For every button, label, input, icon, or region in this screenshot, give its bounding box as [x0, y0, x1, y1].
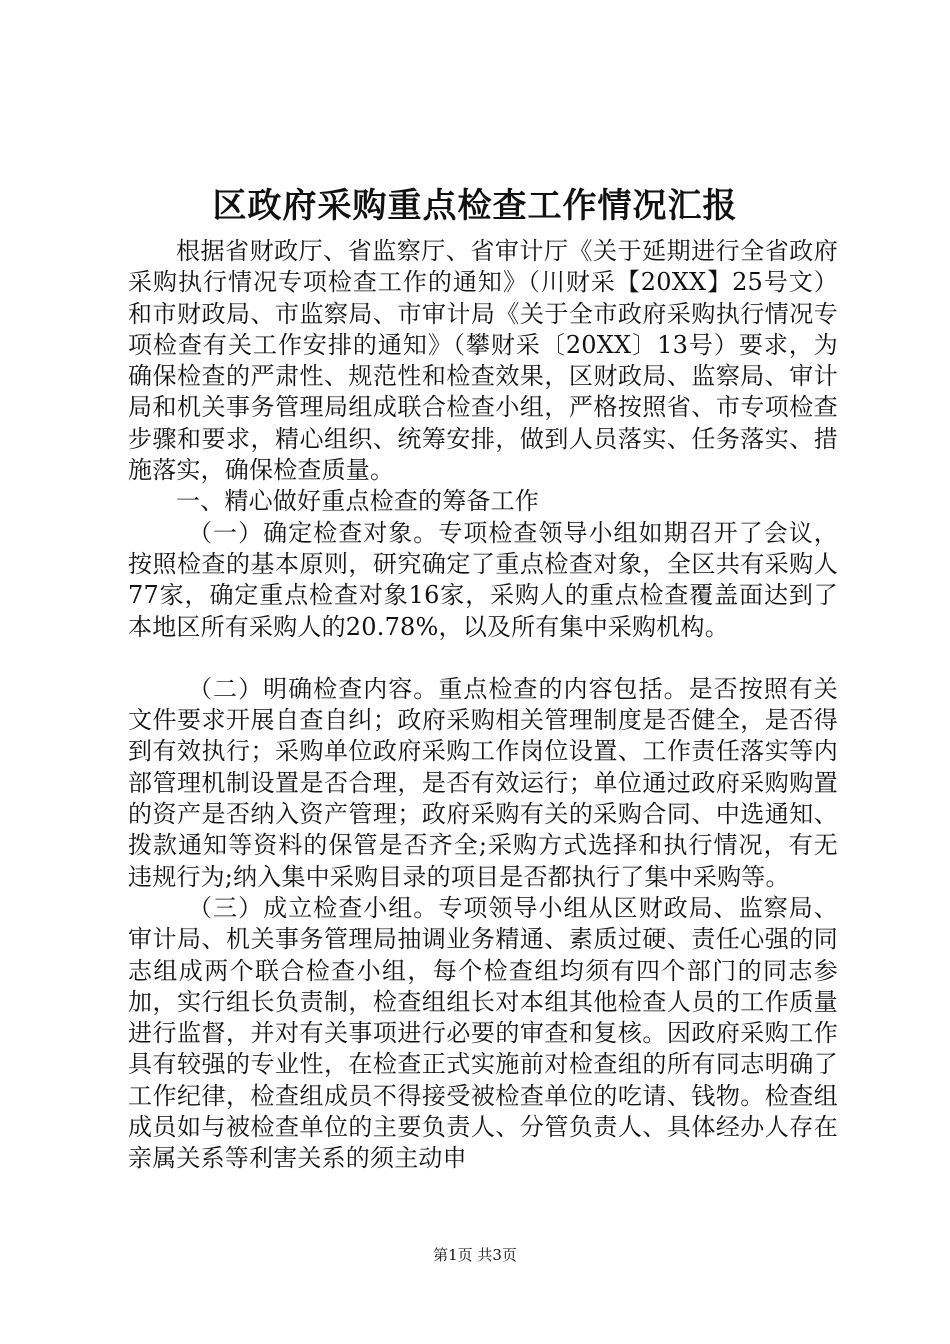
- paragraph-spacer: [128, 643, 838, 674]
- section-heading-1: 一、精心做好重点检查的筹备工作: [176, 487, 539, 516]
- intro-paragraph: 根据省财政厅、省监察厅、省审计厅《关于延期进行全省政府采购执行情况专项检查工作的通知》（川财采【20XX】25号文）和市财政局、市监察局、市审计局《关于全市政府采购执行情况专项检查有关工作安排的通知》（攀财采〔20XX〕13号）要求，为确保检查的严肃性、规范性和检查效果，区财政局、监察局、审计局和机关事务管理局组成联合检查小组，严格按照省、市专项检查步骤和要求，精心组织、统筹安排，做到人员落实、任务落实、措施落实，确保检查质量。: [128, 237, 838, 485]
- paragraph-determine-targets: （一）确定检查对象。专项检查领导小组如期召开了会议，按照检查的基本原则，研究确定了重点检查对象，全区共有采购人77家，确定重点检查对象16家，采购人的重点检查覆盖面达到了本地区所有采购人的20.78%，以及所有集中采购机构。: [128, 518, 838, 641]
- paragraph-clarify-content: （二）明确检查内容。重点检查的内容包括。是否按照有关文件要求开展自查自纠；政府采购相关管理制度是否健全，是否得到有效执行；采购单位政府采购工作岗位设置、工作责任落实等内部管理机制设置是否合理，是否有效运行；单位通过政府采购购置的资产是否纳入资产管理；政府采购有关的采购合同、中选通知、拨款通知等资料的保管是否齐全;采购方式选择和执行情况，有无违规行为;纳入集中采购目录的项目是否都执行了集中采购等。: [128, 674, 838, 891]
- page-number-footer: 第1页 共3页: [433, 1246, 517, 1264]
- document-title: 区政府采购重点检查工作情况汇报: [212, 186, 738, 226]
- paragraph-form-team: （三）成立检查小组。专项领导小组从区财政局、监察局、审计局、机关事务管理局抽调业务精通、素质过硬、责任心强的同志组成两个联合检查小组，每个检查组均须有四个部门的同志参加，实行组长负责制，检查组组长对本组其他检查人员的工作质量进行监督，并对有关事项进行必要的审查和复核。因政府采购工作具有较强的专业性，在检查正式实施前对检查组的所有同志明确了工作纪律，检查组成员不得接受被检查单位的吃请、钱物。检查组成员如与被检查单位的主要负责人、分管负责人、具体经办人存在亲属关系等利害关系的须主动申: [128, 893, 838, 1173]
- document-body: [128, 236, 838, 1175]
